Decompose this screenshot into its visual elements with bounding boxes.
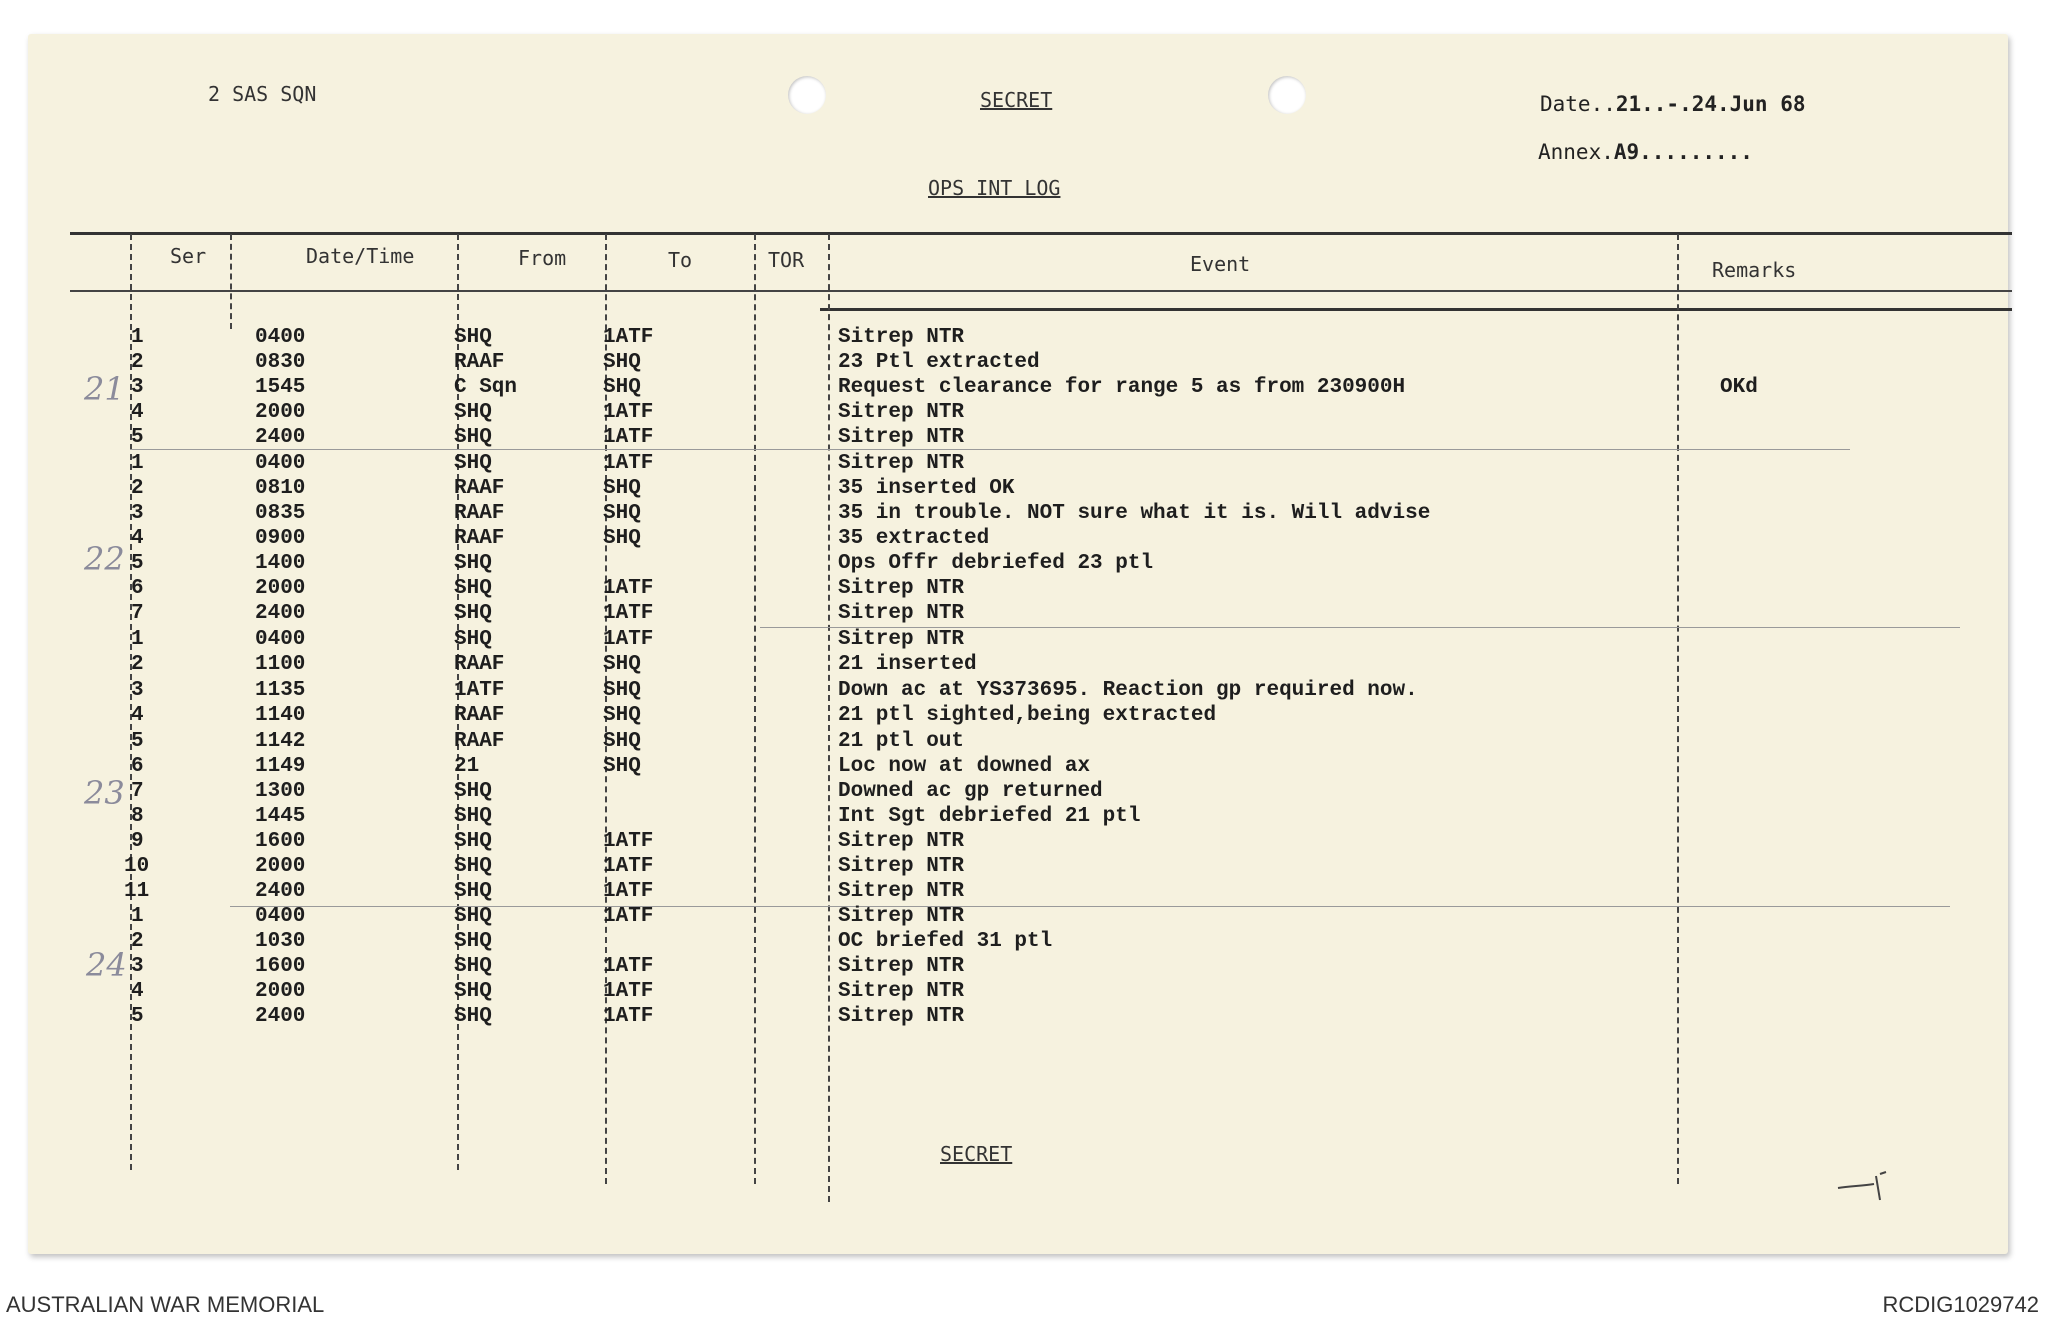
row-from: SHQ — [454, 930, 492, 953]
row-from: SHQ — [454, 780, 492, 803]
row-ser: 3 — [131, 376, 144, 399]
row-to: 1ATF — [603, 855, 654, 878]
margin-day-22: 22 — [84, 540, 125, 578]
row-ser: 4 — [131, 704, 144, 727]
row-from: SHQ — [454, 955, 492, 978]
table-row — [0, 780, 2047, 805]
row-to: 1ATF — [603, 830, 654, 853]
table-row — [0, 955, 2047, 980]
row-to: SHQ — [603, 477, 641, 500]
row-from: RAAF — [454, 351, 505, 374]
row-event: Sitrep NTR — [838, 602, 965, 625]
row-event: 35 in trouble. NOT sure what it is. Will advise — [838, 502, 1431, 525]
row-to: 1ATF — [603, 602, 654, 625]
row-event: 35 extracted — [838, 527, 990, 550]
row-event: 21 ptl sighted,being extracted — [838, 704, 1217, 727]
row-to: SHQ — [603, 730, 641, 753]
row-event: Sitrep NTR — [838, 426, 965, 449]
row-to: SHQ — [603, 653, 641, 676]
table-row — [0, 426, 2047, 451]
row-ser: 3 — [131, 502, 144, 525]
row-from: SHQ — [454, 602, 492, 625]
row-ser: 1 — [131, 452, 144, 475]
row-event: Sitrep NTR — [838, 1005, 965, 1028]
table-row — [0, 855, 2047, 880]
row-to: 1ATF — [603, 577, 654, 600]
row-time: 2400 — [255, 1005, 306, 1028]
row-from: SHQ — [454, 855, 492, 878]
row-from: SHQ — [454, 552, 492, 575]
row-event: Sitrep NTR — [838, 452, 965, 475]
row-to: SHQ — [603, 704, 641, 727]
header-bottom-rule-2 — [820, 308, 2012, 311]
row-from: RAAF — [454, 527, 505, 550]
row-event: Sitrep NTR — [838, 577, 965, 600]
row-from: SHQ — [454, 880, 492, 903]
col-header-from: From — [518, 246, 567, 270]
row-event: 23 Ptl extracted — [838, 351, 1040, 374]
classification-top: SECRET — [980, 88, 1053, 112]
row-event: Sitrep NTR — [838, 628, 965, 651]
row-time: 1600 — [255, 830, 306, 853]
margin-day-23: 23 — [84, 774, 125, 812]
row-from: RAAF — [454, 704, 505, 727]
row-ser: 5 — [131, 426, 144, 449]
row-time: 1100 — [255, 653, 306, 676]
row-event: Sitrep NTR — [838, 980, 965, 1003]
row-time: 0400 — [255, 326, 306, 349]
col-header-tor: TOR — [768, 248, 805, 272]
annex-label: Annex. — [1538, 140, 1614, 164]
row-to: 1ATF — [603, 401, 654, 424]
row-ser: 5 — [131, 552, 144, 575]
unit-name: 2 SAS SQN — [208, 82, 317, 106]
table-row — [0, 452, 2047, 477]
punch-hole-left — [788, 76, 826, 114]
row-from: SHQ — [454, 980, 492, 1003]
row-ser: 1 — [131, 326, 144, 349]
col-header-datetime: Date/Time — [306, 244, 415, 268]
annex-field — [1538, 140, 1753, 164]
row-ser: 5 — [131, 730, 144, 753]
row-from: SHQ — [454, 426, 492, 449]
row-time: 1300 — [255, 780, 306, 803]
row-from: RAAF — [454, 653, 505, 676]
classification-bottom: SECRET — [940, 1142, 1013, 1166]
row-event: Loc now at downed ax — [838, 755, 1091, 778]
row-to: 1ATF — [603, 452, 654, 475]
punch-hole-right — [1268, 76, 1306, 114]
row-event: Downed ac gp returned — [838, 780, 1103, 803]
row-time: 1140 — [255, 704, 306, 727]
margin-day-21: 21 — [84, 370, 125, 408]
row-event: Sitrep NTR — [838, 830, 965, 853]
table-row — [0, 376, 2047, 401]
archive-credit: AUSTRALIAN WAR MEMORIAL — [6, 1292, 325, 1317]
col-header-remarks: Remarks — [1712, 258, 1797, 282]
row-ser: 2 — [131, 653, 144, 676]
margin-day-24: 24 — [86, 946, 127, 984]
row-event: Down ac at YS373695. Reaction gp required now. — [838, 679, 1418, 702]
row-ser: 9 — [131, 830, 144, 853]
table-row — [0, 880, 2047, 905]
col-header-to: To — [668, 248, 693, 272]
row-time: 2400 — [255, 602, 306, 625]
row-to: 1ATF — [603, 426, 654, 449]
row-time: 2400 — [255, 426, 306, 449]
row-ser: 3 — [131, 679, 144, 702]
row-time: 0810 — [255, 477, 306, 500]
col-header-event: Event — [1190, 252, 1251, 276]
row-from: SHQ — [454, 628, 492, 651]
row-ser: 2 — [131, 930, 144, 953]
row-time: 2400 — [255, 880, 306, 903]
row-time: 1135 — [255, 679, 306, 702]
row-to: 1ATF — [603, 326, 654, 349]
row-ser: 4 — [131, 980, 144, 1003]
row-time: 1545 — [255, 376, 306, 399]
row-ser: 6 — [131, 577, 144, 600]
row-event: OC briefed 31 ptl — [838, 930, 1053, 953]
table-row — [0, 905, 2047, 930]
row-event: Sitrep NTR — [838, 955, 965, 978]
col-header-ser: Ser — [170, 244, 207, 268]
row-to: SHQ — [603, 376, 641, 399]
row-to: 1ATF — [603, 1005, 654, 1028]
row-ser: 4 — [131, 401, 144, 424]
row-time: 0400 — [255, 628, 306, 651]
table-row — [0, 602, 2047, 627]
row-time: 2000 — [255, 980, 306, 1003]
row-event: Sitrep NTR — [838, 326, 965, 349]
row-to: 1ATF — [603, 955, 654, 978]
table-row — [0, 1005, 2047, 1030]
col-sep-2 — [230, 234, 232, 329]
table-row — [0, 704, 2047, 729]
row-ser: 7 — [131, 602, 144, 625]
annex-value: A9......... — [1613, 140, 1753, 164]
row-to: SHQ — [603, 527, 641, 550]
row-event: 21 inserted — [838, 653, 977, 676]
row-from: SHQ — [454, 1005, 492, 1028]
row-event: Request clearance for range 5 as from 230900H — [838, 376, 1406, 399]
row-time: 0830 — [255, 351, 306, 374]
row-from: SHQ — [454, 905, 492, 928]
row-time: 0835 — [255, 502, 306, 525]
row-time: 2000 — [255, 855, 306, 878]
row-ser: 3 — [131, 955, 144, 978]
row-ser: 4 — [131, 527, 144, 550]
table-row — [0, 755, 2047, 780]
row-from: SHQ — [454, 577, 492, 600]
row-time: 0900 — [255, 527, 306, 550]
row-ser: 7 — [131, 780, 144, 803]
date-value: 21..-.24.Jun 68 — [1615, 92, 1806, 116]
row-time: 1600 — [255, 955, 306, 978]
table-row — [0, 552, 2047, 577]
row-from: 1ATF — [454, 679, 505, 702]
archive-reference: RCDIG1029742 — [1882, 1292, 2039, 1317]
row-time: 1149 — [255, 755, 306, 778]
table-row — [0, 930, 2047, 955]
table-row — [0, 805, 2047, 830]
row-time: 1400 — [255, 552, 306, 575]
row-ser: 6 — [131, 755, 144, 778]
table-row — [0, 730, 2047, 755]
row-to: SHQ — [603, 755, 641, 778]
table-row — [0, 980, 2047, 1005]
row-ser: 5 — [131, 1005, 144, 1028]
row-to: SHQ — [603, 351, 641, 374]
row-from: SHQ — [454, 452, 492, 475]
row-from: SHQ — [454, 805, 492, 828]
row-time: 0400 — [255, 452, 306, 475]
row-event: Sitrep NTR — [838, 401, 965, 424]
row-ser: 2 — [131, 477, 144, 500]
row-ser: 8 — [131, 805, 144, 828]
row-event: Ops Offr debriefed 23 ptl — [838, 552, 1154, 575]
date-field — [1540, 92, 1806, 116]
row-from: C Sqn — [454, 376, 518, 399]
row-ser: 1 — [131, 628, 144, 651]
row-time: 1142 — [255, 730, 306, 753]
row-from: SHQ — [454, 326, 492, 349]
table-row — [0, 577, 2047, 602]
row-remarks: OKd — [1720, 376, 1758, 399]
row-to: 1ATF — [603, 905, 654, 928]
row-event: 35 inserted OK — [838, 477, 1015, 500]
row-time: 2000 — [255, 577, 306, 600]
table-row — [0, 502, 2047, 527]
table-row — [0, 326, 2047, 351]
table-top-rule — [70, 232, 2012, 235]
table-row — [0, 679, 2047, 704]
table-row — [0, 830, 2047, 855]
row-to: SHQ — [603, 502, 641, 525]
row-from: SHQ — [454, 401, 492, 424]
log-title: OPS INT LOG — [928, 176, 1061, 200]
row-event: 21 ptl out — [838, 730, 965, 753]
row-from: RAAF — [454, 502, 505, 525]
row-from: RAAF — [454, 730, 505, 753]
row-event: Sitrep NTR — [838, 855, 965, 878]
row-ser: 11 — [124, 880, 150, 903]
row-from: 21 — [454, 755, 480, 778]
initials-mark — [1836, 1166, 1896, 1206]
row-to: 1ATF — [603, 980, 654, 1003]
date-label: Date.. — [1540, 92, 1616, 116]
table-row — [0, 628, 2047, 653]
row-time: 2000 — [255, 401, 306, 424]
table-row — [0, 527, 2047, 552]
table-row — [0, 477, 2047, 502]
table-row — [0, 351, 2047, 376]
table-row — [0, 653, 2047, 678]
row-event: Sitrep NTR — [838, 905, 965, 928]
row-to: SHQ — [603, 679, 641, 702]
row-from: SHQ — [454, 830, 492, 853]
row-time: 1030 — [255, 930, 306, 953]
table-row — [0, 401, 2047, 426]
row-ser: 10 — [124, 855, 150, 878]
row-ser: 2 — [131, 351, 144, 374]
row-event: Sitrep NTR — [838, 880, 965, 903]
row-from: RAAF — [454, 477, 505, 500]
header-bottom-rule-1 — [70, 290, 2012, 292]
row-ser: 1 — [131, 905, 144, 928]
row-to: 1ATF — [603, 628, 654, 651]
row-to: 1ATF — [603, 880, 654, 903]
row-time: 1445 — [255, 805, 306, 828]
row-time: 0400 — [255, 905, 306, 928]
row-event: Int Sgt debriefed 21 ptl — [838, 805, 1141, 828]
